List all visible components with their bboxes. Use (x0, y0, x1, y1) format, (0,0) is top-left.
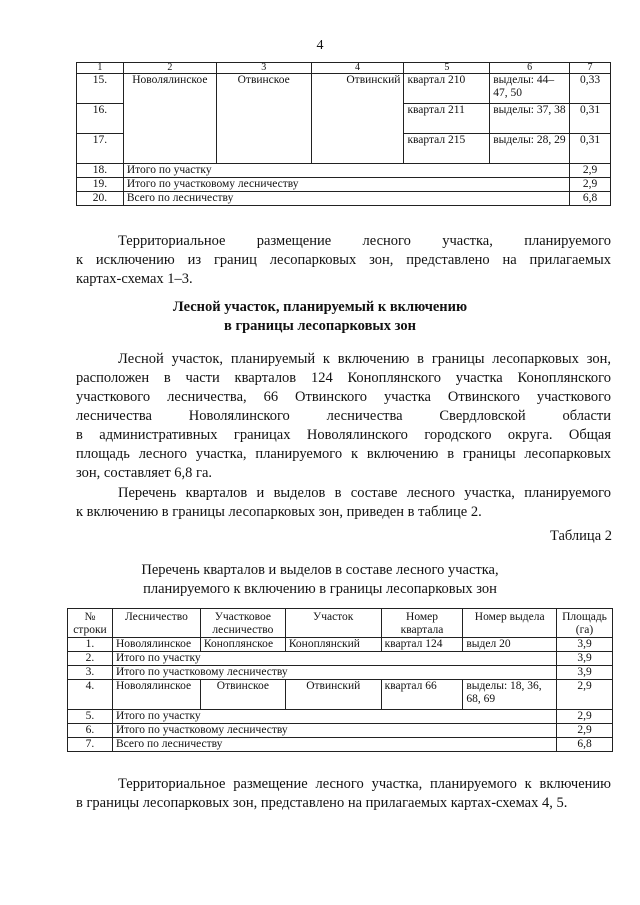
text-line: лесничества Новолялинского лесничества Свердловской области (76, 408, 611, 424)
plot-cell: выделы: 28, 29 (490, 134, 570, 164)
size-cell: 2,9 (570, 178, 611, 192)
area-cell: Отвинский (311, 74, 404, 164)
row-number: 16. (77, 104, 124, 134)
col-number: 3 (216, 63, 311, 74)
col-number: 4 (311, 63, 404, 74)
text-line: участкового лесничества, 66 Отвинского участка Отвинского участкового (76, 389, 611, 405)
plot-cell: выделы: 18, 36, 68, 69 (463, 680, 557, 710)
table-1 (76, 62, 611, 206)
heading-line: Лесной участок, планируемый к включению (172, 299, 468, 315)
total-label: Итого по участковому лесничеству (112, 666, 556, 680)
row-number: 19. (77, 178, 124, 192)
size-cell: 2,9 (570, 164, 611, 178)
total-row (68, 724, 613, 738)
header-plot: Номер выдела (463, 609, 557, 638)
row-number: 1. (68, 638, 113, 652)
text-line: расположен в части кварталов 124 Коноплянского участка Коноплянского (76, 370, 611, 386)
col-number: 1 (77, 63, 124, 74)
text-line: Перечень кварталов и выделов в составе лесного участка, планируемого (118, 485, 611, 501)
row-number: 3. (68, 666, 113, 680)
total-label: Итого по участку (123, 164, 569, 178)
size-cell: 6,8 (557, 738, 613, 752)
total-row (77, 178, 611, 192)
total-row (77, 164, 611, 178)
district-cell: Коноплянское (200, 638, 285, 652)
row-number: 15. (77, 74, 124, 104)
total-label: Итого по участку (112, 710, 556, 724)
total-row (68, 652, 613, 666)
size-cell: 3,9 (557, 652, 613, 666)
col-number: 2 (123, 63, 216, 74)
header-size: Площадь (га) (557, 609, 613, 638)
text-line: к исключению из границ лесопарковых зон, представлено на прилагаемых (76, 252, 611, 268)
table-row (77, 74, 611, 104)
caption-line: Перечень кварталов и выделов в составе лесного участка, (141, 562, 499, 578)
plot-cell: выделы: 44–47, 50 (490, 74, 570, 104)
total-label: Итого по участку (112, 652, 556, 666)
row-number: 20. (77, 192, 124, 206)
total-label: Всего по лесничеству (123, 192, 569, 206)
forestry-cell: Новолялинское (123, 74, 216, 164)
table-1-header-row (77, 63, 611, 74)
col-number: 5 (404, 63, 490, 74)
row-number: 17. (77, 134, 124, 164)
header-forestry: Лесничество (112, 609, 200, 638)
header-district: Участковое лесничество (200, 609, 285, 638)
size-cell: 0,33 (570, 74, 611, 104)
col-number: 6 (490, 63, 570, 74)
page-number: 4 (316, 38, 324, 53)
size-cell: 2,9 (557, 710, 613, 724)
table-row (68, 638, 613, 652)
text-line: Территориальное размещение лесного участка, планируемого к включению (118, 776, 611, 792)
col-number: 7 (570, 63, 611, 74)
plot-cell: выделы: 37, 38 (490, 104, 570, 134)
size-cell: 0,31 (570, 104, 611, 134)
paragraph-1 (76, 232, 611, 289)
total-row (68, 666, 613, 680)
row-number: 5. (68, 710, 113, 724)
quarter-cell: квартал 215 (404, 134, 490, 164)
area-cell: Отвинский (285, 680, 381, 710)
total-row (68, 710, 613, 724)
row-number: 6. (68, 724, 113, 738)
paragraph-4 (76, 775, 611, 813)
forestry-cell: Новолялинское (112, 638, 200, 652)
district-cell: Отвинское (200, 680, 285, 710)
total-row (77, 192, 611, 206)
row-number: 18. (77, 164, 124, 178)
text-line: Лесной участок, планируемый к включению в границы лесопарковых зон, (118, 351, 611, 367)
total-label: Всего по лесничеству (112, 738, 556, 752)
table-2-header-row (68, 609, 613, 638)
caption-line: планируемого к включению в границы лесопарковых зон (143, 581, 497, 597)
text-line: в границы лесопарковых зон, представлено на прилагаемых картах-схемах 4, 5. (76, 795, 568, 811)
text-line: в административных границах Новолялинского городского округа. Общая (76, 427, 611, 443)
section-heading (0, 298, 640, 336)
row-number: 2. (68, 652, 113, 666)
paragraph-3 (76, 484, 611, 522)
size-cell: 2,9 (557, 724, 613, 738)
header-quarter: Номер квартала (381, 609, 463, 638)
row-number: 4. (68, 680, 113, 710)
total-label: Итого по участковому лесничеству (123, 178, 569, 192)
district-cell: Отвинское (216, 74, 311, 164)
table-label: Таблица 2 (549, 528, 612, 544)
text-line: площадь лесного участка, планируемого к включению в границы лесопарковых (76, 446, 611, 462)
size-cell: 6,8 (570, 192, 611, 206)
quarter-cell: квартал 211 (404, 104, 490, 134)
total-row (68, 738, 613, 752)
header-area: Участок (285, 609, 381, 638)
quarter-cell: квартал 66 (381, 680, 463, 710)
heading-line: в границы лесопарковых зон (224, 318, 416, 334)
table-caption (0, 561, 640, 599)
table-row (68, 680, 613, 710)
size-cell: 3,9 (557, 666, 613, 680)
text-line: Территориальное размещение лесного участка, планируемого (118, 233, 611, 249)
row-number: 7. (68, 738, 113, 752)
area-cell: Коноплянский (285, 638, 381, 652)
size-cell: 2,9 (557, 680, 613, 710)
quarter-cell: квартал 210 (404, 74, 490, 104)
size-cell: 3,9 (557, 638, 613, 652)
paragraph-2 (76, 350, 611, 483)
plot-cell: выдел 20 (463, 638, 557, 652)
text-line: картах-схемах 1–3. (76, 271, 193, 287)
table-2 (67, 608, 613, 752)
quarter-cell: квартал 124 (381, 638, 463, 652)
size-cell: 0,31 (570, 134, 611, 164)
header-row-number: № строки (68, 609, 113, 638)
text-line: к включению в границы лесопарковых зон, приведен в таблице 2. (76, 504, 482, 520)
text-line: зон, составляет 6,8 га. (76, 465, 213, 481)
forestry-cell: Новолялинское (112, 680, 200, 710)
total-label: Итого по участковому лесничеству (112, 724, 556, 738)
